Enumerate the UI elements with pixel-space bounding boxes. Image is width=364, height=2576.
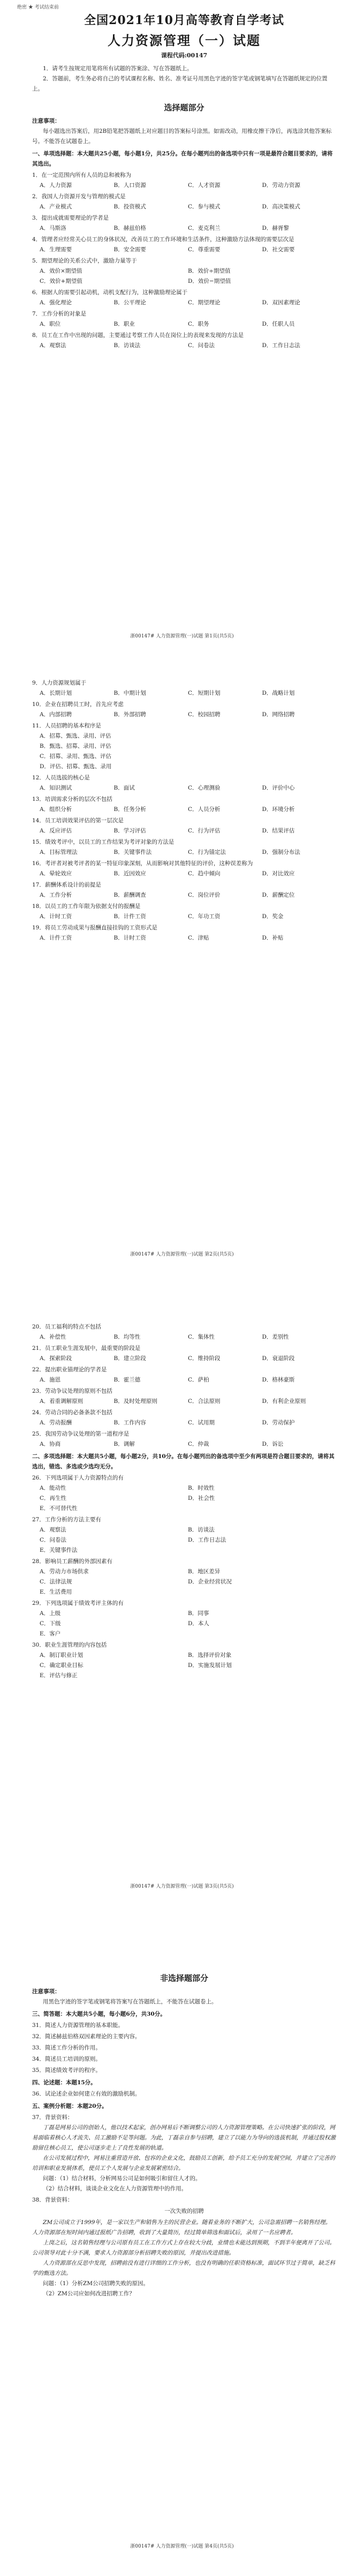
option-group: [32, 1375, 336, 1385]
question-stem: 劳动合同的必备条款不包括: [44, 1409, 112, 1416]
option-group: [32, 1332, 336, 1342]
question-33: 33．简述工作分析的作用。: [32, 2045, 101, 2051]
question-text: [32, 923, 336, 933]
option-item: E．客户: [40, 1631, 61, 1637]
option-item: B．访谈法: [113, 342, 141, 349]
option-group: [32, 688, 336, 699]
option-group: [32, 826, 336, 836]
question-number: 30．: [32, 1642, 45, 1648]
option-group: [32, 202, 336, 212]
option-item: B．薪酬调查: [113, 892, 146, 898]
option-item: B．外部招聘: [113, 711, 146, 718]
notice-text: 每小题选出答案后，用2B铅笔把答题纸上对应题目的答案标号涂黑。如需改动，用橡皮擦干净后，再选涂其他答案标号。不能答在试题卷上。: [32, 128, 332, 145]
option-item: D．高决策模式: [262, 204, 300, 210]
option-item: B．调解: [113, 1441, 135, 1447]
option-item: C．尊重需要: [188, 246, 221, 253]
part-title-nonchoice: 非选择题部分: [160, 1973, 208, 1983]
question-stem: 人力资源规划属于: [41, 680, 87, 686]
question-number: 23．: [32, 1388, 45, 1394]
option-group: [32, 1567, 336, 1597]
question-text: [32, 678, 336, 688]
question-stem: 员工职业生涯发展中，最重要的阶段是: [44, 1345, 141, 1351]
option-item: C．法律法规: [40, 1579, 72, 1585]
option-item: A．劳动报酬: [40, 1420, 72, 1426]
option-item: C．行为评估: [188, 828, 221, 834]
section-single-choice: 一、单项选择题：本大题共25小题，每小题1分，共25分。在每小题列出的备选项中只有一项是最符合题目要求的，请将其选出。: [32, 151, 333, 167]
question-number: 24．: [32, 1409, 45, 1416]
option-item: B．甄选、招募、录用、评估: [40, 743, 111, 749]
option-item: D．对比效应: [262, 870, 295, 877]
question-text: [32, 837, 336, 847]
option-item: E．评估与修正: [40, 1672, 78, 1679]
notice-label: 注意事项：: [32, 118, 60, 124]
option-item: D．有利企业原则: [262, 1398, 306, 1405]
option-item: E．不可替代性: [40, 1505, 78, 1512]
option-item: B．工作内容: [113, 1420, 146, 1426]
option-item: B．职业: [113, 321, 135, 327]
section-essay: 四、论述题：本题15分。: [32, 2079, 96, 2086]
option-item: B．及时处理原则: [113, 1398, 157, 1405]
option-item: B．选择评价对象: [188, 1652, 232, 1658]
single-choice-list: [32, 678, 336, 943]
option-item: A．长期计划: [40, 690, 72, 696]
option-item: B．计时工资: [113, 935, 146, 941]
question-stem: 下列选项属于绩效考评主体的有: [44, 1600, 124, 1606]
option-group: [32, 245, 336, 255]
exam-subtitle: 人力资源管理（一）试题: [108, 33, 261, 48]
option-item: C．心理测验: [188, 785, 221, 791]
question-number: 14．: [32, 817, 45, 824]
option-item: C．合法原则: [188, 1398, 221, 1405]
option-item: D．社交需要: [262, 246, 295, 253]
option-group: [32, 869, 336, 879]
case-title: 一次失败的招聘: [164, 2208, 204, 2214]
option-item: A．组织分析: [40, 806, 72, 813]
question-text: [32, 721, 336, 731]
option-item: D．格林豪斯: [262, 1377, 295, 1383]
option-group: [32, 731, 336, 772]
option-item: A．产业模式: [40, 204, 72, 210]
option-item: A．补偿性: [40, 1334, 66, 1340]
section-multi-choice: 二、多项选择题：本大题共5小题，每小题2分，共10分。在每小题列出的备选项中至少有两项是符合题目要求的，请将其选出，错选、多选或少选均无分。: [32, 1453, 335, 1470]
option-item: B．公平理论: [113, 299, 146, 306]
question-stem: 将员工劳动成果与报酬直接挂钩的工资形式是: [44, 925, 157, 931]
option-item: C．维持阶段: [188, 1355, 221, 1362]
option-item: D．劳动力资源: [262, 182, 300, 189]
question-number: 17．: [32, 882, 45, 888]
option-group: [32, 1483, 336, 1514]
question-36: 36．试论述企业如何建立有效的激励机制。: [32, 2091, 141, 2097]
option-item: B．均等性: [113, 1334, 141, 1340]
question-text: [32, 1365, 336, 1375]
option-item: A．生理需要: [40, 246, 72, 253]
option-item: C．期望理论: [188, 299, 221, 306]
question-number: 21．: [32, 1345, 45, 1351]
case-question: （2）ZM公司应如何改进招聘工作？: [43, 2290, 135, 2297]
option-item: B．投资模式: [113, 204, 146, 210]
question-text: [32, 170, 336, 181]
exam-page-2: [0, 644, 364, 1288]
option-item: A．计件工资: [40, 935, 72, 941]
question-number: 19．: [32, 925, 45, 931]
question-text: [32, 880, 336, 890]
option-item: D．补贴: [262, 935, 284, 941]
question-number: 11．: [32, 723, 45, 729]
page-footer: 浙00147# 人力资源管理(一)试题 第4页(共5页): [130, 2544, 234, 2549]
option-item: D．评估、招募、甄选、录用: [40, 763, 112, 770]
option-item: C．参与模式: [188, 204, 221, 210]
question-stem: 企业在招聘员工时，首先应考虑: [44, 701, 124, 708]
option-item: B．近因效应: [113, 870, 146, 877]
case-paragraph: ZM公司成立于1999年，是一家以生产和销售为主的民营企业。随着业务的不断扩大，公司急需招聘一名销售经理。人力资源部在短时间内通过报纸广告招聘，收到了大量简历，经过简单筛选和面试后，录用了一名应聘者。: [32, 2219, 331, 2236]
option-group: [32, 847, 336, 858]
question-text: [32, 794, 336, 805]
question-35: 35．简述绩效考评的程序。: [32, 2067, 101, 2074]
question-text: [32, 331, 336, 341]
instruction-1: 1．请考生按规定用笔将所有试题的答案涂、写在答题纸上。: [43, 65, 193, 72]
question-text: [32, 700, 336, 710]
option-item: C．津贴: [188, 935, 209, 941]
question-number: 26．: [32, 1475, 45, 1481]
option-item: B．同事: [188, 1610, 209, 1617]
case-paragraph: 丁磊是网易公司的创始人，他以技术起家，创办网易后不断调整公司的人力资源管理策略。在公司快速扩张的阶段，网易面临着核心人才流失、员工激励不足等问题。为此，丁磊亲自参与招聘，建立了以能力为导向的选拔机制，并通过股权激励留住核心员工，使公司逐步走上了良性发展的轨道。: [32, 2124, 336, 2151]
option-item: C．下级: [40, 1620, 61, 1627]
question-text: [32, 773, 336, 783]
section-short-answer: 三、简答题：本大题共5小题，每小题6分，共30分。: [32, 2011, 166, 2017]
option-item: C．人才资源: [188, 182, 221, 189]
option-group: [32, 341, 336, 351]
option-item: C．年功工资: [188, 913, 221, 920]
option-item: C．问卷法: [40, 1537, 67, 1543]
option-item: B．关键事件法: [113, 849, 152, 855]
option-item: A．目标管理法: [40, 849, 78, 855]
question-stem: 薪酬体系设计的前提是: [44, 882, 101, 888]
question-number: 25．: [32, 1431, 45, 1437]
option-group: [32, 1650, 336, 1681]
option-item: B．计件工资: [113, 913, 146, 920]
notice-text: 用黑色字迹的签字笔或钢笔将答案写在答题纸上，不能答在试题卷上。: [43, 1999, 217, 2005]
option-item: C．仲裁: [188, 1441, 209, 1447]
option-item: A．观察法: [40, 342, 66, 349]
question-text: [32, 1386, 336, 1396]
option-item: A．人力资源: [40, 182, 72, 189]
option-group: [32, 1418, 336, 1428]
option-item: C．确定职业目标: [40, 1662, 84, 1669]
option-item: C．职务: [188, 321, 209, 327]
option-item: B．中期计划: [113, 690, 146, 696]
course-code: 课程代码:00147: [161, 52, 208, 59]
option-item: D．本人: [188, 1620, 209, 1627]
question-number: 29．: [32, 1600, 45, 1606]
option-item: A．计时工资: [40, 913, 72, 920]
option-item: D．工作日志法: [262, 342, 300, 349]
option-item: D．任职人员: [262, 321, 295, 327]
option-item: B．地区差异: [188, 1568, 221, 1575]
question-text: [32, 859, 336, 869]
question-number: 27．: [32, 1516, 45, 1523]
option-item: D．奖金: [262, 913, 284, 920]
question-number: 5．: [32, 258, 42, 264]
question-text: [32, 235, 336, 245]
question-text: [32, 1343, 336, 1354]
option-item: C．招募、录用、甄选、评估: [40, 753, 112, 760]
single-choice-list: [32, 1322, 336, 1450]
option-group: [32, 223, 336, 234]
option-group: [32, 1609, 336, 1639]
question-stem: 下列选项属于人力资源特点的有: [44, 1475, 124, 1481]
option-group: [32, 266, 336, 287]
question-stem: 我国劳动争议处理的第一道程序是: [44, 1431, 130, 1437]
question-text: [32, 1322, 336, 1332]
option-item: D．实施发展计划: [188, 1662, 232, 1669]
question-text: [32, 256, 336, 266]
option-item: D．诉讼: [262, 1441, 284, 1447]
question-31: 31．简述人力资源管理的基本职能。: [32, 2022, 124, 2029]
option-item: D．赫胥黎: [262, 225, 289, 231]
question-text: [32, 816, 336, 826]
option-item: B．效价÷期望值: [188, 268, 231, 274]
option-item: A．观察法: [40, 1527, 66, 1533]
question-number: 3．: [32, 215, 42, 221]
question-32: 32．简述赫兹伯格双因素理论的主要内容。: [32, 2033, 141, 2040]
option-item: B．安全需要: [113, 246, 146, 253]
option-item: D．效价−期望值: [188, 278, 231, 284]
option-group: [32, 710, 336, 720]
option-item: A．施恩: [40, 1377, 61, 1383]
question-text: [32, 902, 336, 912]
option-item: D．薪酬定位: [262, 892, 295, 898]
option-item: A．效价×期望值: [40, 268, 82, 274]
case-question: 问题：（1）分析ZM公司招聘失败的原因。: [43, 2280, 149, 2287]
question-number: 22．: [32, 1366, 45, 1373]
option-item: B．人口资源: [113, 182, 146, 189]
option-group: [32, 1525, 336, 1556]
question-stem: 提出职业锚理论的学者是: [44, 1366, 107, 1373]
option-item: D．环境分析: [262, 806, 295, 813]
option-item: E．生活费用: [40, 1589, 72, 1595]
option-item: A．内部招聘: [40, 711, 72, 718]
secret-mark: 绝密 ★ 考试结束前: [17, 5, 59, 10]
question-number: 1．: [32, 172, 42, 178]
question-text: [32, 288, 336, 298]
question-text: [32, 309, 336, 319]
question-text: [32, 192, 336, 202]
question-stem: 职业生涯管理的内容包括: [44, 1642, 107, 1648]
option-item: B．霍兰德: [113, 1377, 141, 1383]
question-text: [32, 1640, 336, 1650]
notice-label: 注意事项：: [32, 1988, 60, 1995]
option-item: A．着重调解原则: [40, 1398, 84, 1405]
page-footer: 浙00147# 人力资源管理(一)试题 第1页(共5页): [130, 634, 234, 639]
option-item: A．制订职业计划: [40, 1652, 84, 1658]
option-item: D．衰退阶段: [262, 1355, 295, 1362]
option-item: D．劳动保护: [262, 1420, 295, 1426]
question-stem: 员工福利的特点不包括: [44, 1324, 101, 1330]
option-item: A．上级: [40, 1610, 61, 1617]
option-item: D．强制分布法: [262, 849, 300, 855]
exam-page-3: [0, 1288, 364, 1932]
single-choice-list: [32, 170, 336, 351]
option-item: C．麦克利兰: [188, 225, 221, 231]
question-stem: 期望理论的关系公式中，激励力量等于: [41, 258, 137, 264]
option-group: [32, 912, 336, 922]
option-item: D．社会性: [188, 1495, 215, 1501]
option-item: D．网络招聘: [262, 711, 295, 718]
question-stem: 提出成就需要理论的学者是: [41, 215, 109, 221]
option-item: B．任务分析: [113, 806, 146, 813]
case-paragraph: 在公司发展过程中，网易注重营造开放、包容的企业文化，鼓励员工创新，给予员工充分的发展空间，并建立了完善的培训和职业发展体系，使员工个人发展与企业发展紧密结合。: [32, 2155, 335, 2172]
option-item: D．差别性: [262, 1334, 289, 1340]
question-stem: 人员选拔的核心是: [44, 775, 90, 781]
question-stem: 管理者应经常关心员工的身体状况，改善员工的工作环境和生活条件，这种激励方法体现的需要层次是: [41, 236, 294, 243]
option-item: A．协商: [40, 1441, 61, 1447]
question-stem: 培训需求分析的层次不包括: [44, 796, 112, 802]
question-number: 28．: [32, 1558, 45, 1565]
case-question: （2）结合材料，谈谈企业文化在人力资源管理中的作用。: [43, 2186, 187, 2192]
question-number: 8．: [32, 332, 42, 339]
option-item: D．工作日志法: [188, 1537, 226, 1543]
option-item: C．行为锚定法: [188, 849, 226, 855]
option-item: A．晕轮效应: [40, 870, 72, 877]
multi-choice-list: [32, 1473, 336, 1681]
question-34: 34．简述员工培训的原则。: [32, 2056, 101, 2062]
question-number: 10．: [32, 701, 45, 708]
option-group: [32, 319, 336, 329]
option-item: B．时效性: [188, 1485, 215, 1491]
option-item: C．萨柏: [188, 1377, 209, 1383]
option-group: [32, 933, 336, 943]
option-item: C．集体性: [188, 1334, 215, 1340]
option-item: A．强化理论: [40, 299, 72, 306]
option-item: B．学习评估: [113, 828, 146, 834]
question-stem: 工作分析的对象是: [41, 311, 87, 317]
case-paragraph: 上岗之后，这名销售经理与公司原有员工在工作方式上存在较大分歧，业绩也未能达到预期，不到半年便离开了公司。公司领导对此十分不满，要求人力资源部分析招聘失败的原因，并提出改进措施。: [32, 2240, 335, 2256]
case-question: 问题：（1）结合材料，分析网易公司是如何吸引和留住人才的。: [43, 2175, 201, 2182]
question-stem: 我国人力资源开发与管理的模式是: [41, 193, 126, 200]
option-item: B．访谈法: [188, 1527, 215, 1533]
question-number: 13．: [32, 796, 45, 802]
section-case: 五、案例分析题：本题20分。: [32, 2103, 108, 2109]
option-item: A．知识测试: [40, 785, 72, 791]
option-item: C．再生性: [40, 1495, 67, 1501]
option-item: A．招募、甄选、录用、评估: [40, 733, 111, 739]
option-item: A．探索阶段: [40, 1355, 72, 1362]
question-text: [32, 1473, 336, 1483]
question-stem: 绩效考评中，以员工的工作结果为考评对象的方法是: [44, 839, 175, 845]
exam-title: 全国2021年10月高等教育自学考试: [84, 13, 284, 27]
question-stem: 员工在工作中出现的问题，主要通过考察工作人员在岗位上的表现来发现的方法是: [41, 332, 244, 339]
question-text: [32, 1429, 336, 1439]
option-group: [32, 783, 336, 793]
page-footer: 浙00147# 人力资源管理(一)试题 第3页(共5页): [130, 1884, 234, 1889]
page-footer: 浙00147# 人力资源管理(一)试题 第2页(共5页): [130, 1252, 234, 1257]
exam-page-4: [0, 1932, 364, 2576]
case-paragraph: 人力资源部在反思中发现，招聘前没有进行详细的工作分析，也没有明确的任职资格标准，面试环节过于简单，缺乏科学的甄选方法。: [32, 2260, 335, 2277]
question-text: [32, 1598, 336, 1609]
option-item: C．短期计划: [188, 690, 221, 696]
question-number: 15．: [32, 839, 45, 845]
option-item: C．校园招聘: [188, 711, 221, 718]
option-item: D．企业经营状况: [188, 1579, 232, 1585]
question-stem: 影响员工薪酬的外部因素有: [44, 1558, 112, 1565]
option-item: B．建立阶段: [113, 1355, 146, 1362]
question-number: 9．: [32, 680, 42, 686]
option-item: C．问卷法: [188, 342, 215, 349]
option-group: [32, 1396, 336, 1407]
option-item: E．关键事件法: [40, 1547, 78, 1553]
option-item: C．效价+期望值: [40, 278, 82, 284]
option-item: A．工作分析: [40, 892, 72, 898]
exam-page-1: [0, 0, 364, 644]
option-item: B．面试: [113, 785, 135, 791]
question-number: 4．: [32, 236, 42, 243]
option-item: C．人员分析: [188, 806, 221, 813]
question-text: [32, 1515, 336, 1525]
part-title-choice: 选择题部分: [164, 103, 204, 112]
question-text: [32, 1557, 336, 1567]
question-number: 6．: [32, 289, 42, 296]
question-number: 16．: [32, 860, 45, 867]
question-stem: 劳动争议处理的原则不包括: [44, 1388, 112, 1394]
option-group: [32, 181, 336, 191]
question-stem: 以员工的工作年限为依据支付的报酬是: [44, 903, 141, 910]
option-item: C．趋中倾向: [188, 870, 221, 877]
option-item: D．评价中心: [262, 785, 295, 791]
option-item: A．马斯洛: [40, 225, 66, 231]
question-number: 2．: [32, 193, 42, 200]
option-group: [32, 298, 336, 308]
question-stem: 根据人的需要引起动机，动机支配行为，这种激励理论属于: [41, 289, 188, 296]
option-item: A．劳动力市场供求: [40, 1568, 89, 1575]
option-item: C．岗位评价: [188, 892, 221, 898]
question-37: 37．背景资料：: [32, 2114, 73, 2121]
option-group: [32, 1354, 336, 1364]
question-text: [32, 1408, 336, 1418]
question-38: 38．背景资料：: [32, 2197, 73, 2203]
option-item: D．结果评估: [262, 828, 295, 834]
option-group: [32, 1439, 336, 1450]
option-item: A．职位: [40, 321, 61, 327]
option-item: A．能动性: [40, 1485, 66, 1491]
question-stem: 人员招聘的基本程序是: [44, 723, 101, 729]
question-number: 12．: [32, 775, 45, 781]
option-item: D．战略计划: [262, 690, 295, 696]
option-group: [32, 890, 336, 900]
question-stem: 在一定范围内所有人员的总和被称为: [41, 172, 132, 178]
question-stem: 考评者对被考评者的某一特征印象深刻，从而影响对其他特征的评价，这种误差称为: [44, 860, 253, 867]
question-stem: 员工培训效果评估的第一层次是: [44, 817, 124, 824]
question-number: 20．: [32, 1324, 45, 1330]
option-item: D．双因素理论: [262, 299, 300, 306]
option-group: [32, 805, 336, 815]
option-item: A．反应评估: [40, 828, 72, 834]
question-stem: 工作分析的方法主要有: [44, 1516, 101, 1523]
question-number: 7．: [32, 311, 42, 317]
option-item: B．赫兹伯格: [113, 225, 146, 231]
question-number: 18．: [32, 903, 45, 910]
option-item: C．试用期: [188, 1420, 215, 1426]
instruction-2: 2．答题前，考生务必将自己的考试课程名称、姓名、准考证号用黑色字迹的签字笔或钢笔填写在答题纸规定的位置上。: [32, 76, 328, 92]
question-text: [32, 213, 336, 223]
